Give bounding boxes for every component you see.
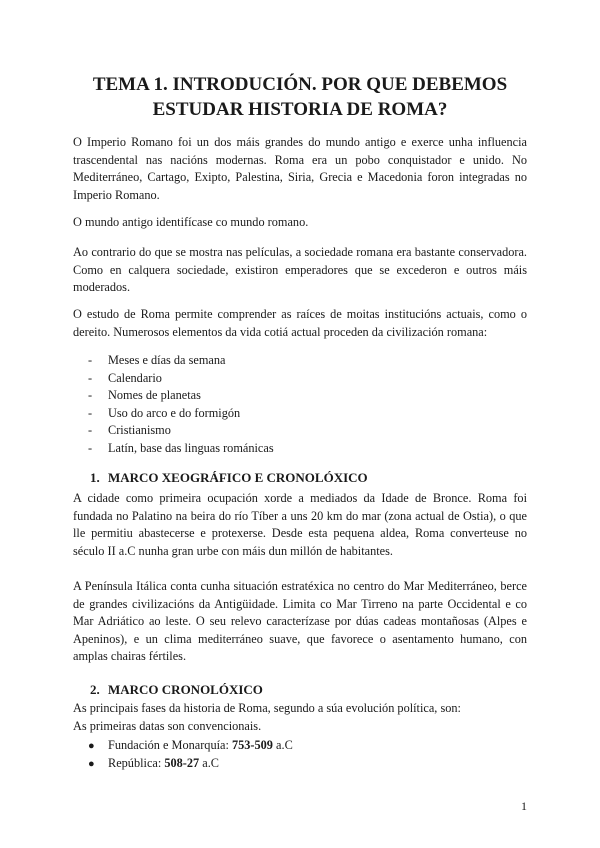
roman-legacy-list [88,352,274,457]
list-item: ● Fundación e Monarquía: 753-509 a.C [88,737,293,755]
section-2-paragraph-1: As principais fases da historia de Roma, segundo a súa evolución política, son: [73,701,461,715]
list-item: - Latín, base das linguas románicas [88,440,274,458]
intro-paragraph-2: O mundo antigo identifícase co mundo romano. [73,215,309,229]
list-item: ● República: 508-27 a.C [88,755,293,773]
list-item: - Calendario [88,370,274,388]
section-2-number: 2. [90,682,100,697]
title-line-1: TEMA 1. INTRODUCIÓN. POR QUE DEBEMOS [92,74,508,95]
section-1-heading [90,470,368,486]
dash-marker: - [88,388,93,402]
list-item: - Nomes de planetas [88,387,274,405]
dash-marker: - [88,405,93,420]
section-1-paragraph-2: A Península Itálica conta cunha situación estratéxica no centro do Mar Mediterráneo, berce de grandes civilizacións da Antigüidade. Limita co Mar Tirreno na parte Occidental e co Mar Adriático ao leste. O seu relevo caracterízase por dúas cadeas montañosas (Alpes e Apeninos), e un clima mediterráneo suave, que favorece o asentamento humano, con amplas chairas fértiles. [73,579,527,663]
list-item: - Meses e días da semana [88,352,274,370]
dash-marker: - [88,353,93,367]
dash-marker: - [88,440,93,455]
page-title [60,72,540,122]
intro-paragraph-3: Ao contrario do que se mostra nas películas, a sociedade romana era bastante conservadora. Como en calquera sociedade, existiron emperadores que se excederon e outros máis moderados. [73,245,527,294]
list-item: - Uso do arco e do formigón [88,405,274,423]
intro-paragraph-1: O Imperio Romano foi un dos máis grandes do mundo antigo e exerce unha influencia trascendental nas nacións modernas. Roma era un pobo conquistador e unido. No Mediterráneo, Cartago, Exipto, Palestina, Siria, Grecia e Macedonia foron integradas no Imperio Romano. [73,135,527,202]
title-line-2: ESTUDAR HISTORIA DE ROMA? [152,99,448,120]
section-2-paragraph-2: As primeiras datas son convencionais. [73,719,262,733]
dash-marker: - [88,423,93,437]
bullet-marker: ● [88,740,95,752]
dash-marker: - [88,370,93,385]
page-number: 1 [521,799,527,813]
phase-dates: 753-509 [231,738,273,752]
section-1-number: 1. [90,470,100,485]
section-1-title: MARCO XEOGRÁFICO E CRONOLÓXICO [108,470,368,485]
section-1-paragraph-1: A cidade como primeira ocupación xorde a mediados da Idade de Bronce. Roma foi fundada no Palatino na beira do río Tíber a uns 20 km do mar (zona actual de Ostia), o que lle permitiu abastecerse e protexerse. Desde esta pequena aldea, Roma converteuse no século II a.C nunha gran urbe con máis dun millón de habitantes. [73,491,527,558]
phase-dates: 508-27 [164,755,200,770]
phases-list [88,737,293,772]
list-item: - Cristianismo [88,422,274,440]
bullet-marker: ● [88,757,95,770]
section-2-heading [90,682,263,698]
section-2-title: MARCO CRONOLÓXICO [108,682,263,697]
intro-paragraph-4: O estudo de Roma permite comprender as raíces de moitas institucións actuais, como o dereito. Numerosos elementos da vida cotiá actual proceden da civilización romana: [73,307,527,339]
